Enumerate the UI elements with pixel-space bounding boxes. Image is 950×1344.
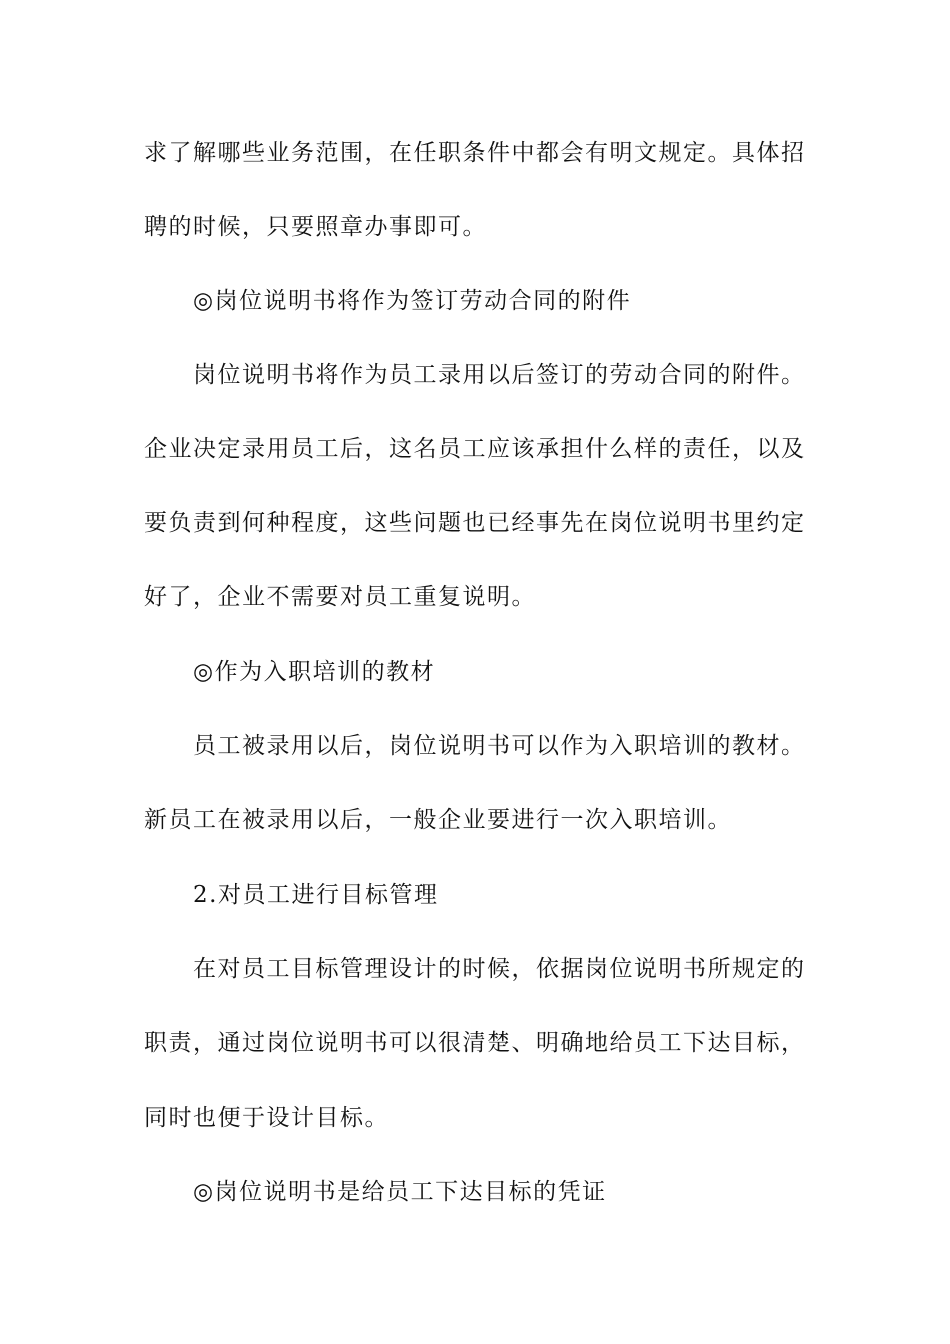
section-heading: ◎岗位说明书是给员工下达目标的凭证: [193, 1179, 607, 1205]
paragraph-line: 求了解哪些业务范围，在任职条件中都会有明文规定。具体招: [144, 140, 806, 166]
paragraph-line: 员工被录用以后，岗位说明书可以作为入职培训的教材。: [193, 733, 806, 759]
paragraph-line: 要负责到何种程度，这些问题也已经事先在岗位说明书里约定: [144, 510, 806, 536]
paragraph-line: 新员工在被录用以后，一般企业要进行一次入职培训。: [144, 807, 732, 833]
paragraph-line: 企业决定录用员工后，这名员工应该承担什么样的责任，以及: [144, 436, 806, 462]
section-heading: 2.对员工进行目标管理: [193, 882, 439, 908]
paragraph-line: 聘的时候，只要照章办事即可。: [144, 214, 487, 240]
paragraph-line: 职责，通过岗位说明书可以很清楚、明确地给员工下达目标，: [144, 1030, 806, 1056]
paragraph-line: 好了，企业不需要对员工重复说明。: [144, 584, 536, 610]
paragraph-line: 同时也便于设计目标。: [144, 1105, 389, 1131]
paragraph-line: 岗位说明书将作为员工录用以后签订的劳动合同的附件。: [193, 362, 806, 388]
section-heading: ◎作为入职培训的教材: [193, 659, 436, 685]
section-heading: ◎岗位说明书将作为签订劳动合同的附件: [193, 288, 632, 314]
paragraph-line: 在对员工目标管理设计的时候，依据岗位说明书所规定的: [193, 956, 806, 982]
